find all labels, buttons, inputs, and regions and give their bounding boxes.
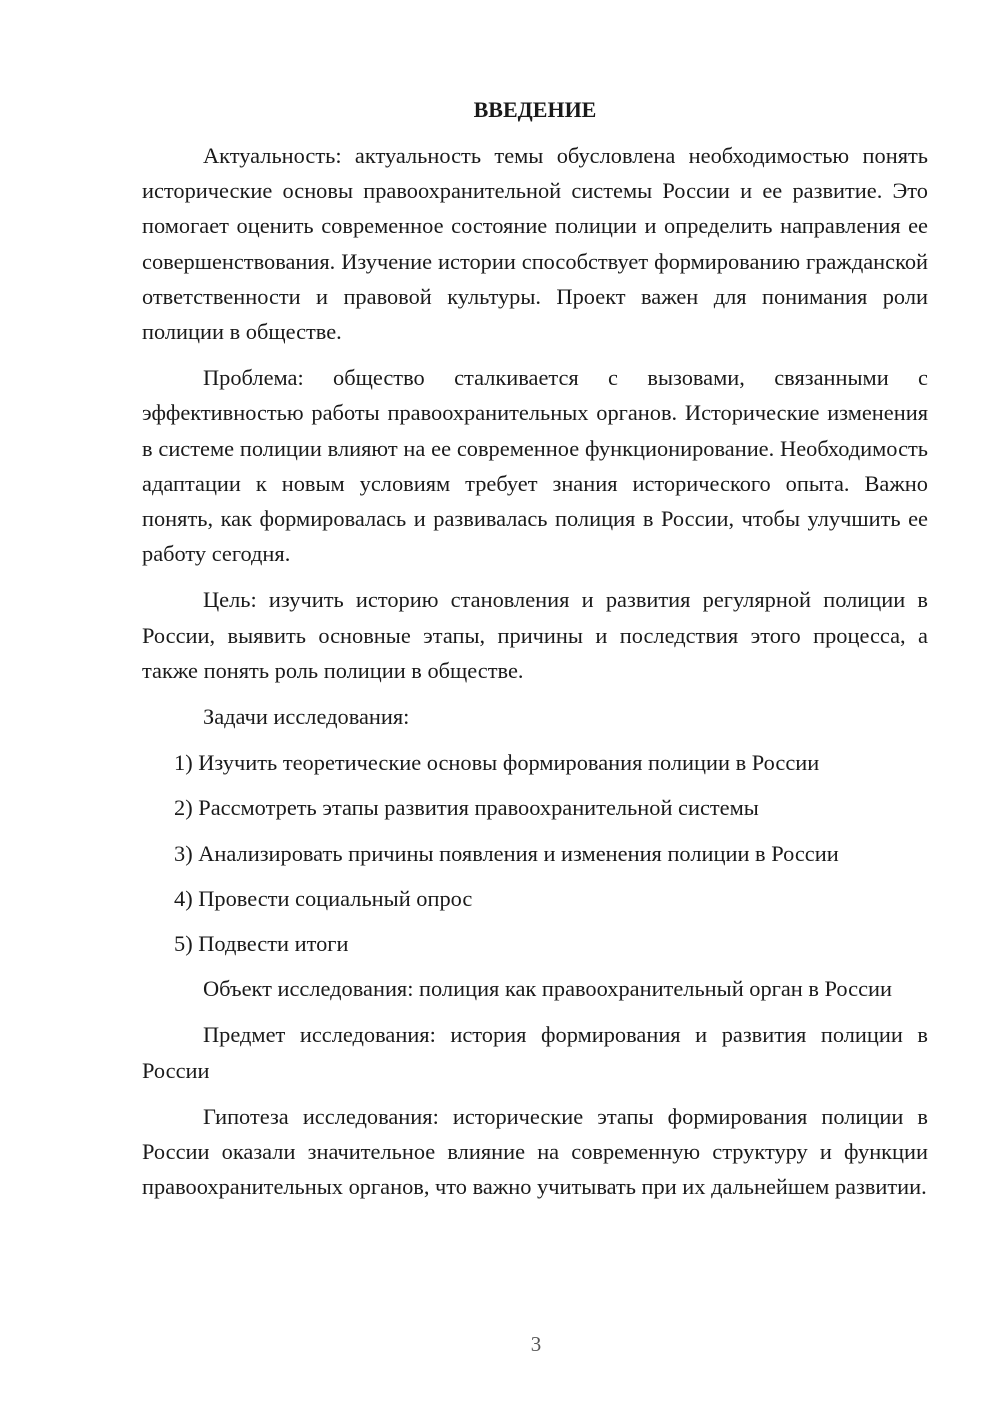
section-title: ВВЕДЕНИЕ [473, 97, 597, 122]
problem-paragraph: Проблема: общество сталкивается с вызовами, связанными с эффективностью работы правоохранительных органов. Исторические изменения в системе полиции влияют на ее современное функционирование. Необходимость адаптации к новым условиям требует знания исторического опыта. Важно понять, как формировалась и развивалась полиция в России, чтобы улучшить ее работу сегодня. [142, 365, 928, 567]
task-item: 3) Анализировать причины появления и изменения полиции в России [174, 840, 839, 866]
relevance-paragraph: Актуальность: актуальность темы обусловлена необходимостью понять исторические основы правоохранительной системы России и ее развитие. Это помогает оценить современное состояние полиции и определить направления ее совершенствования. Изучение истории способствует формированию гражданской ответственности и правовой культуры. Проект важен для понимания роли полиции в обществе. [142, 143, 928, 345]
object-paragraph: Объект исследования: полиция как правоохранительный орган в России [203, 976, 893, 1002]
page-number: 3 [530, 1332, 542, 1356]
task-item: 5) Подвести итоги [174, 931, 349, 957]
tasks-heading: Задачи исследования: [203, 704, 410, 730]
task-item: 2) Рассмотреть этапы развития правоохранительной системы [174, 795, 759, 821]
goal-paragraph: Цель: изучить историю становления и развития регулярной полиции в России, выявить основные этапы, причины и последствия этого процесса, а также понять роль полиции в обществе. [142, 587, 928, 683]
hypothesis-paragraph: Гипотеза исследования: исторические этапы формирования полиции в России оказали значительное влияние на современную структуру и функции правоохранительных органов, что важно учитывать при их дальнейшем развитии. [142, 1103, 928, 1200]
task-item: 4) Провести социальный опрос [174, 885, 473, 911]
document-page [142, 92, 928, 1215]
task-item: 1) Изучить теоретические основы формирования полиции в России [174, 750, 820, 776]
subject-paragraph: Предмет исследования: история формирования и развития полиции в России [142, 1022, 928, 1083]
